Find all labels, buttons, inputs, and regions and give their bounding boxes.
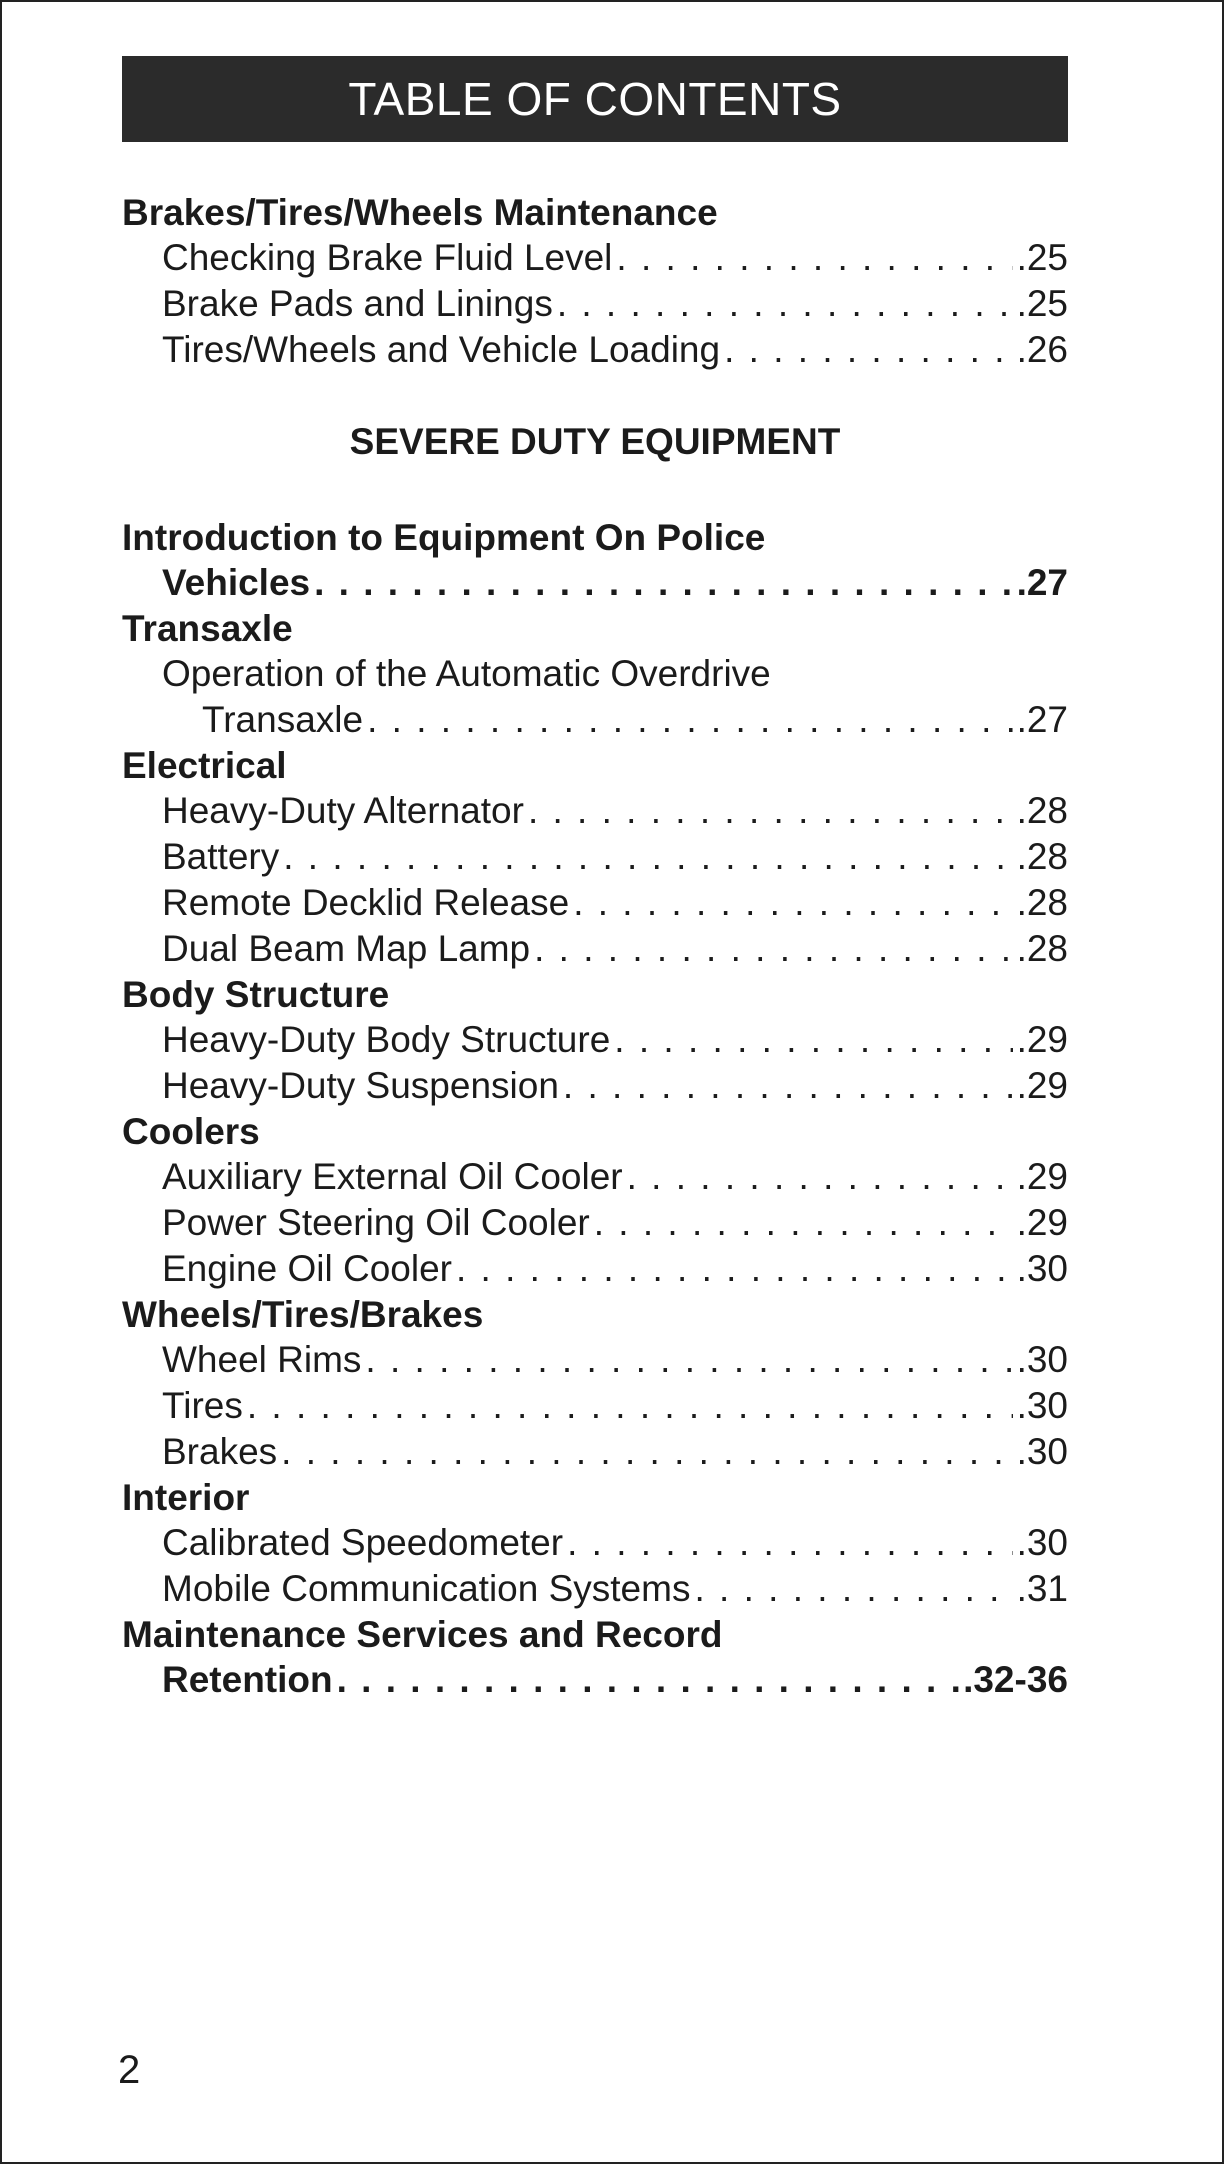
toc-leader-dots <box>528 788 1013 834</box>
toc-leader-dots <box>694 1566 1012 1612</box>
toc-entry-label: Retention <box>162 1659 333 1700</box>
toc-entry-line: Operation of the Automatic Overdrive <box>162 653 771 694</box>
toc-entry[interactable] <box>122 1566 1068 1612</box>
toc-entry-page: .27 <box>1016 562 1068 603</box>
toc-entry-label: Wheel Rims <box>162 1339 362 1380</box>
toc-entry-label: Heavy-Duty Body Structure <box>162 1019 611 1060</box>
toc-entry-label: Mobile Communication Systems <box>162 1568 691 1609</box>
toc-entry-page: .29 <box>1016 1156 1068 1197</box>
toc-entry[interactable] <box>122 1520 1068 1566</box>
toc-leader-dots <box>281 1429 1012 1475</box>
toc-entry[interactable] <box>122 1383 1068 1429</box>
toc-banner <box>122 56 1068 142</box>
toc-heading-transaxle: Transaxle <box>122 608 293 649</box>
toc-entry-page: .27 <box>1016 699 1068 740</box>
toc-entry-label: Checking Brake Fluid Level <box>162 237 613 278</box>
toc-entry-page: .32-36 <box>963 1659 1068 1700</box>
toc-entry[interactable] <box>122 1063 1068 1109</box>
toc-entry-label: Auxiliary External Oil Cooler <box>162 1156 623 1197</box>
toc-leader-dots <box>573 880 1012 926</box>
toc-entry-page: .25 <box>1016 237 1068 278</box>
toc-entry[interactable] <box>122 788 1068 834</box>
toc-entry[interactable] <box>122 281 1068 327</box>
toc-entry-page: .29 <box>1016 1065 1068 1106</box>
toc-entry[interactable] <box>122 1200 1068 1246</box>
toc-entry[interactable] <box>122 1246 1068 1292</box>
toc-entry[interactable] <box>122 235 1068 281</box>
toc-entry-label: Tires/Wheels and Vehicle Loading <box>162 329 721 370</box>
toc-entry-intro[interactable] <box>122 560 1068 606</box>
toc-leader-dots <box>724 327 1012 373</box>
toc-entry-transaxle[interactable] <box>122 697 1068 743</box>
toc-entry-page: .30 <box>1016 1431 1068 1472</box>
toc-entry[interactable] <box>122 1154 1068 1200</box>
toc-heading-electrical: Electrical <box>122 745 287 786</box>
toc-leader-dots <box>567 1520 1012 1566</box>
toc-leader-dots <box>283 834 1012 880</box>
toc-entry-page: .30 <box>1016 1248 1068 1289</box>
toc-leader-dots <box>627 1154 1013 1200</box>
toc-leader-dots <box>337 1657 959 1703</box>
toc-heading-maintenance: Maintenance Services and Record <box>122 1614 723 1655</box>
toc-entry-label: Heavy-Duty Alternator <box>162 790 524 831</box>
page-number: 2 <box>118 2048 141 2092</box>
toc-content <box>122 190 1068 1703</box>
toc-entry-page: .28 <box>1016 790 1068 831</box>
toc-entry-label: Calibrated Speedometer <box>162 1522 564 1563</box>
toc-entry-page: .31 <box>1016 1568 1068 1609</box>
toc-heading-coolers: Coolers <box>122 1111 260 1152</box>
toc-leader-dots <box>616 235 1012 281</box>
toc-entry-page: .26 <box>1016 329 1068 370</box>
toc-entry-label: Power Steering Oil Cooler <box>162 1202 590 1243</box>
toc-entry-page: .30 <box>1016 1339 1068 1380</box>
toc-heading-intro: Introduction to Equipment On Police <box>122 517 766 558</box>
toc-entry-label: Brake Pads and Linings <box>162 283 553 324</box>
toc-entry-page: .28 <box>1016 928 1068 969</box>
section-title: SEVERE DUTY EQUIPMENT <box>349 421 841 462</box>
toc-heading-brakes-maintenance: Brakes/Tires/Wheels Maintenance <box>122 192 718 233</box>
toc-entry-label: Vehicles <box>162 562 311 603</box>
toc-entry-page: .30 <box>1016 1385 1068 1426</box>
toc-entry-page: .28 <box>1016 836 1068 877</box>
toc-entry-label: Transaxle <box>202 699 364 740</box>
toc-heading-interior: Interior <box>122 1477 250 1518</box>
toc-entry-page: .29 <box>1016 1019 1068 1060</box>
toc-entry-label: Brakes <box>162 1431 278 1472</box>
toc-leader-dots <box>456 1246 1013 1292</box>
toc-entry-label: Heavy-Duty Suspension <box>162 1065 559 1106</box>
toc-leader-dots <box>614 1017 1012 1063</box>
toc-entry[interactable] <box>122 1017 1068 1063</box>
toc-entry-maintenance[interactable] <box>122 1657 1068 1703</box>
toc-heading-body-structure: Body Structure <box>122 974 390 1015</box>
toc-entry-label: Engine Oil Cooler <box>162 1248 452 1289</box>
toc-entry[interactable] <box>122 880 1068 926</box>
toc-entry-label: Remote Decklid Release <box>162 882 570 923</box>
toc-title: TABLE OF CONTENTS <box>348 73 842 125</box>
toc-entry-page: .25 <box>1016 283 1068 324</box>
toc-entry-page: .28 <box>1016 882 1068 923</box>
toc-leader-dots <box>594 1200 1013 1246</box>
toc-leader-dots <box>314 560 1012 606</box>
toc-entry-label: Battery <box>162 836 280 877</box>
toc-entry[interactable] <box>122 327 1068 373</box>
toc-entry[interactable] <box>122 1337 1068 1383</box>
toc-leader-dots <box>247 1383 1013 1429</box>
toc-entry-label: Dual Beam Map Lamp <box>162 928 531 969</box>
toc-leader-dots <box>365 1337 1012 1383</box>
toc-leader-dots <box>534 926 1012 972</box>
toc-leader-dots <box>563 1063 1013 1109</box>
toc-entry-page: .29 <box>1016 1202 1068 1243</box>
toc-heading-wheels: Wheels/Tires/Brakes <box>122 1294 484 1335</box>
toc-entry-label: Tires <box>162 1385 243 1426</box>
toc-entry[interactable] <box>122 926 1068 972</box>
toc-entry[interactable] <box>122 1429 1068 1475</box>
toc-leader-dots <box>367 697 1012 743</box>
toc-entry-page: .30 <box>1016 1522 1068 1563</box>
toc-leader-dots <box>557 281 1013 327</box>
toc-entry[interactable] <box>122 834 1068 880</box>
